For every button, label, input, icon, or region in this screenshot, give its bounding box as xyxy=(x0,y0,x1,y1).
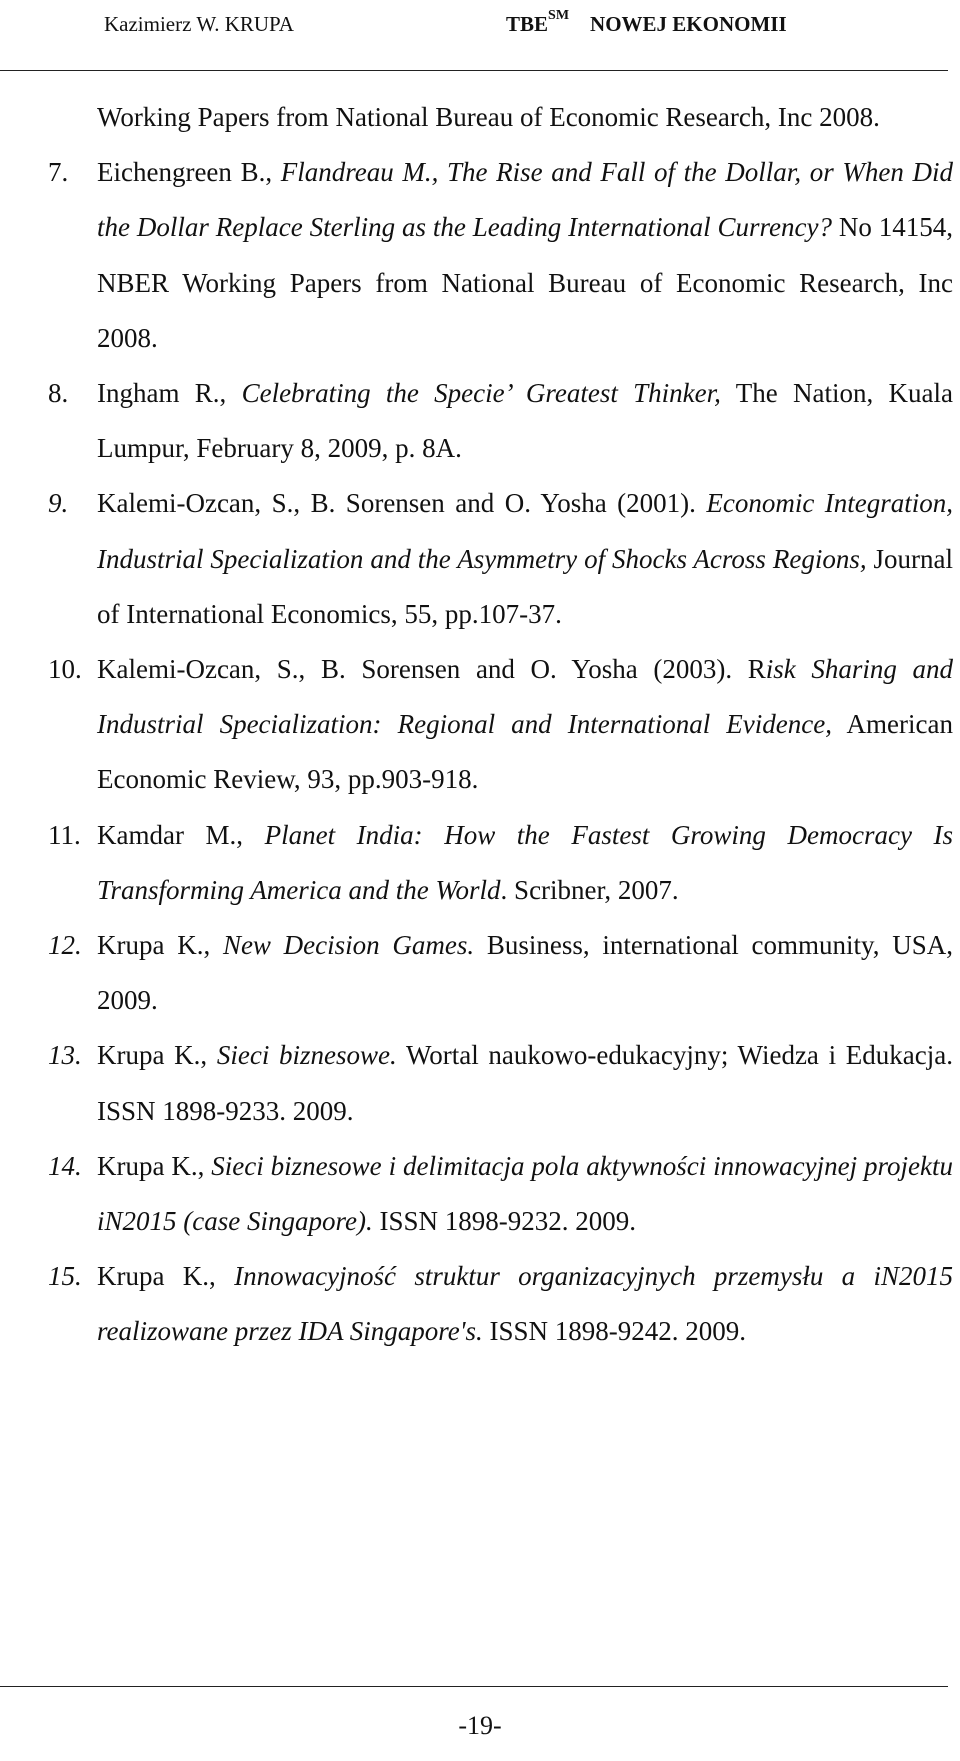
reference-number: 10. xyxy=(48,654,82,685)
references-list xyxy=(0,90,960,1360)
reference-title-italic: Planet India: How the Fastest Growing Democracy Is Transforming America and the World xyxy=(97,819,953,905)
reference-text-segment: American Economic Review, 93, pp.903-918. xyxy=(97,709,953,795)
reference-title-italic: Celebrating the Specie’ Greatest Thinker, xyxy=(241,378,721,409)
reference-number: 14. xyxy=(48,1150,82,1181)
reference-item xyxy=(0,366,953,476)
reference-text-segment: Kalemi-Ozcan, S., B. Sorensen and O. Yosha (2001). xyxy=(97,488,707,519)
reference-item xyxy=(0,1139,953,1249)
reference-text-segment: Krupa K., xyxy=(97,1150,212,1181)
reference-number: 9. xyxy=(48,488,69,519)
reference-text-segment: Business, international community, USA, 2009. xyxy=(97,930,954,1016)
reference-text xyxy=(97,1249,953,1359)
reference-entries xyxy=(0,145,960,1359)
reference-text-segment: Kamdar M., xyxy=(97,819,265,850)
reference-number: 15. xyxy=(48,1261,82,1292)
page-number: -19- xyxy=(458,1711,502,1740)
header-journal-title xyxy=(506,8,787,37)
reference-text-segment: Kalemi-Ozcan, S., B. Sorensen and O. Yosha (2003). R xyxy=(97,654,766,685)
reference-text xyxy=(97,145,953,366)
reference-text xyxy=(97,1139,953,1249)
footer-divider xyxy=(0,1686,948,1687)
reference-text-segment: Wortal naukowo-edukacyjny; Wiedza i Edukacja. ISSN 1898-9233. 2009. xyxy=(97,1040,953,1126)
reference-title-italic: Sieci biznesowe. xyxy=(216,1040,397,1071)
reference-text-segment: Eichengreen B., xyxy=(97,157,281,188)
reference-text xyxy=(97,476,953,642)
reference-text xyxy=(97,918,953,1028)
reference-number: 7. xyxy=(48,157,69,188)
reference-text xyxy=(97,808,953,918)
reference-item xyxy=(0,642,953,808)
reference-number: 11. xyxy=(48,819,81,850)
reference-text-segment: Journal of International Economics, 55, pp.107-37. xyxy=(97,543,954,629)
reference-text-segment: Ingham R., xyxy=(97,378,242,409)
reference-number: 13. xyxy=(48,1040,82,1071)
reference-item xyxy=(0,145,953,366)
reference-text xyxy=(97,642,953,808)
reference-text-segment: ISSN 1898-9232. 2009. xyxy=(372,1206,636,1237)
reference-item xyxy=(0,1249,953,1359)
reference-item xyxy=(0,1028,953,1138)
reference-item xyxy=(0,808,953,918)
reference-text-segment: ISSN 1898-9242. 2009. xyxy=(482,1316,747,1347)
journal-superscript: SM xyxy=(548,8,570,23)
reference-text-segment: Krupa K., xyxy=(97,1261,235,1292)
reference-title-italic: Innowacyjność struktur organizacyjnych przemysłu a iN2015 realizowane przez IDA Singapore's. xyxy=(97,1261,953,1347)
reference-title-italic: Sieci biznesowe i delimitacja pola aktywności innowacyjnej projektu iN2015 (case Singapore). xyxy=(97,1150,953,1237)
reference-text-segment: Krupa K., xyxy=(97,1040,217,1071)
reference-title-italic: New Decision Games. xyxy=(222,930,475,961)
reference-text xyxy=(97,1028,953,1138)
reference-text-segment: No 14154, NBER Working Papers from National Bureau of Economic Research, Inc 2008. xyxy=(97,212,953,353)
page-header xyxy=(104,0,924,60)
reference-text-segment: Krupa K., xyxy=(97,930,223,961)
journal-prefix: TBE xyxy=(506,12,549,36)
header-author: Kazimierz W. KRUPA xyxy=(104,12,294,36)
reference-text-segment: The Nation, Kuala Lumpur, February 8, 2009, p. 8A. xyxy=(97,378,953,464)
continued-reference-text: Working Papers from National Bureau of Economic Research, Inc 2008. xyxy=(97,102,880,132)
reference-title-italic: isk Sharing and Industrial Specialization: Regional and International Evidence, xyxy=(97,654,953,740)
reference-item xyxy=(0,918,953,1028)
reference-text xyxy=(97,366,953,476)
reference-item xyxy=(0,476,953,642)
reference-number: 12. xyxy=(48,930,82,961)
reference-title-italic: Flandreau M., The Rise and Fall of the Dollar, or When Did the Dollar Replace Sterling as the Leading International Currency? xyxy=(97,157,953,243)
reference-text-segment: . Scribner, 2007. xyxy=(500,874,679,905)
reference-number: 8. xyxy=(48,378,69,409)
journal-suffix: NOWEJ EKONOMII xyxy=(590,12,787,36)
header-divider xyxy=(0,70,948,71)
reference-title-italic: Economic Integration, Industrial Specialization and the Asymmetry of Shocks Across Regions, xyxy=(97,488,953,574)
